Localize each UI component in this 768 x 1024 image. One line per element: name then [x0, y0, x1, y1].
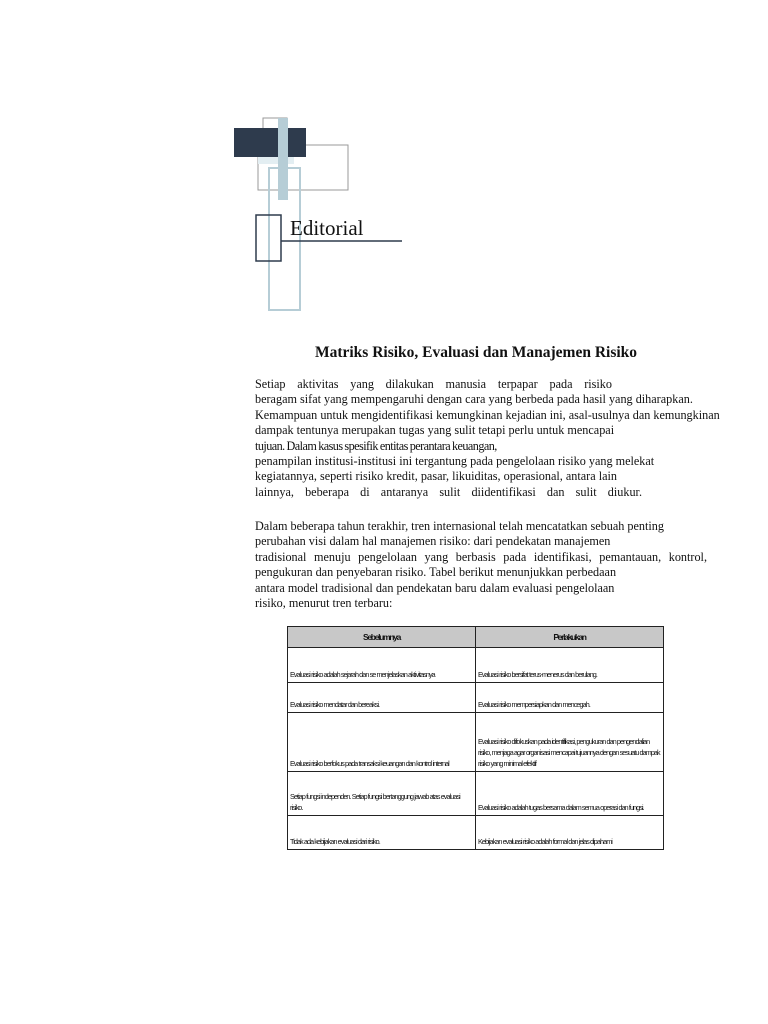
paragraph-line: pengukuran dan penyebaran risiko. Tabel berikut menunjukkan perbedaan [255, 565, 617, 580]
table-cell: Evaluasi risiko adalah tugas bersama dalam semua operasi dan fungsi. [476, 772, 664, 816]
paragraph-line: kegiatannya, seperti risiko kredit, pasar, likuiditas, operasional, antara lain [255, 469, 617, 484]
table-cell: Evaluasi risiko difokuskan pada identifikasi, pengukuran dan pengendalian risiko, menjaga agar organisasi mencapai tujuannya dengan sesuatu dampak risiko yang minimal efektif [476, 713, 664, 772]
paragraph-line: Kemampuan untuk mengidentifikasi kemungkinan kejadian ini, asal-usulnya dan kemungkinan [255, 407, 720, 422]
table-row [288, 648, 664, 683]
paragraph-trends [255, 519, 749, 611]
table-cell: Evaluasi risiko mempersiapkan dan mencegah. [476, 683, 664, 713]
editorial-heading: Editorial [290, 216, 364, 240]
paragraph-line: Dalam beberapa tahun terakhir, tren internasional telah mencatatkan sebuah penting [255, 519, 664, 533]
paragraph-line: tradisional menuju pengelolaan yang berbasis pada identifikasi, pemantauan, kontrol, [255, 549, 707, 564]
paragraph-line: penampilan institusi-institusi ini tergantung pada pengelolaan risiko yang melekat [255, 453, 655, 468]
document-title: Matriks Risiko, Evaluasi dan Manajemen Risiko [314, 344, 638, 361]
table-cell: Evaluasi risiko adalah sejarah dan se menjelaskan aktivitasnya [288, 648, 476, 683]
paragraph-line: tujuan. Dalam kasus spesifik entitas perantara keuangan, [255, 438, 497, 453]
column-header-before: Sebelumnya [288, 627, 476, 648]
table-row [288, 713, 664, 772]
editorial-logo-graphic [232, 108, 412, 318]
table-cell: Evaluasi risiko bersifat terus-menerus dan berulang. [476, 648, 664, 683]
comparison-table [287, 626, 664, 850]
table-row [288, 772, 664, 816]
paragraph-line: lainnya, beberapa di antaranya sulit diidentifikasi dan sulit diukur. [255, 484, 642, 499]
table-cell: Kebijakan evaluasi risiko adalah formal dan jelas dipahami [476, 816, 664, 850]
paragraph-line: Setiap aktivitas yang dilakukan manusia terpapar pada risiko [255, 377, 612, 391]
table-cell: Evaluasi risiko mendatar dan bereaksi. [288, 683, 476, 713]
paragraph-line: dampak tentunya merupakan tugas yang sulit tetapi perlu untuk mencapai [255, 423, 615, 438]
paragraph-line: antara model tradisional dan pendekatan baru dalam evaluasi pengelolaan [255, 580, 615, 595]
table-cell: Tidak ada kebijakan evaluasi dari risiko. [288, 816, 476, 850]
paragraph-line: risiko, menurut tren terbaru: [255, 595, 393, 610]
table-header-row [288, 627, 664, 648]
column-header-now: Perlakukan [476, 627, 664, 648]
table-cell: Setiap fungsi independen. Setiap fungsi bertanggung jawab atas evaluasi risiko. [288, 772, 476, 816]
editorial-logo [232, 108, 412, 318]
table-row [288, 816, 664, 850]
paragraph-line: perubahan visi dalam hal manajemen risiko: dari pendekatan manajemen [255, 534, 611, 549]
table-row [288, 683, 664, 713]
table-cell: Evaluasi risiko berfokus pada transaksi keuangan dan kontrol internal [288, 713, 476, 772]
paragraph-intro [255, 377, 749, 500]
paragraph-line: beragam sifat yang mempengaruhi dengan cara yang berbeda pada hasil yang diharapkan. [255, 392, 693, 407]
